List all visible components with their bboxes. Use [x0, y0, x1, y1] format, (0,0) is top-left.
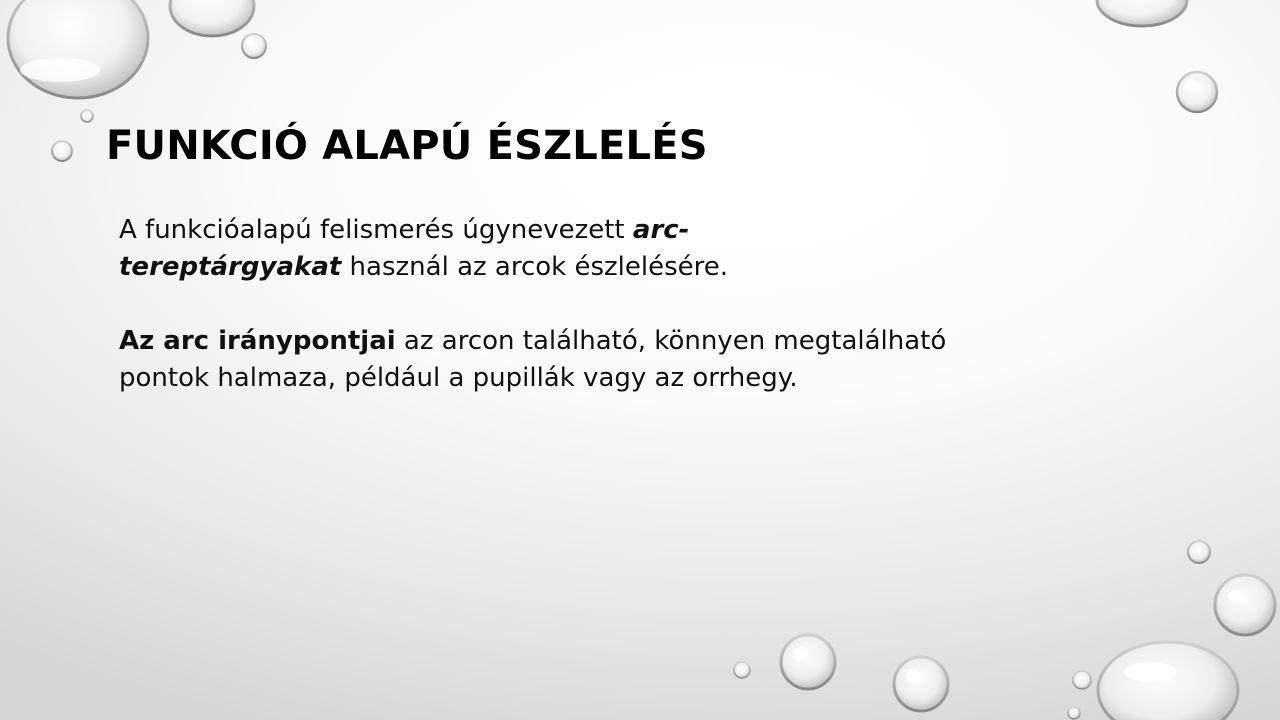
term-face-landmark-points: Az arc iránypontjai	[119, 326, 396, 356]
paragraph2-line1-rest: az arcon található, könnyen megtalálható	[395, 326, 947, 356]
drop-top-right-large	[1097, 0, 1187, 26]
drop-bottom-right-medium	[1215, 575, 1275, 635]
slide-body	[119, 212, 1079, 397]
paragraph-face-landmarks	[119, 323, 1079, 397]
slide-title: FUNKCIÓ ALAPÚ ÉSZLELÉS	[106, 123, 708, 169]
drop-bottom-right-large	[1098, 642, 1238, 720]
term-face-landmarks-part1: arc-	[632, 215, 690, 245]
paragraph1-lead: A funkcióalapú felismerés úgynevezett	[119, 215, 633, 245]
paragraph1-tail: használ az arcok észlelésére.	[341, 252, 729, 282]
drop-left-tiny	[52, 110, 93, 161]
term-face-landmarks-part2: tereptárgyakat	[119, 252, 342, 282]
drop-bottom-right-small	[1188, 541, 1210, 563]
drop-top-right-medium	[1177, 72, 1217, 112]
paragraph2-line2: pontok halmaza, például a pupillák vagy az orrhegy.	[119, 363, 798, 393]
drop-top-left-large	[8, 0, 148, 98]
drop-bottom-center-right	[734, 635, 1091, 719]
paragraph-feature-recognition	[119, 212, 1079, 286]
drop-top-left-medium	[170, 0, 254, 36]
drop-top-left-small	[242, 34, 266, 58]
